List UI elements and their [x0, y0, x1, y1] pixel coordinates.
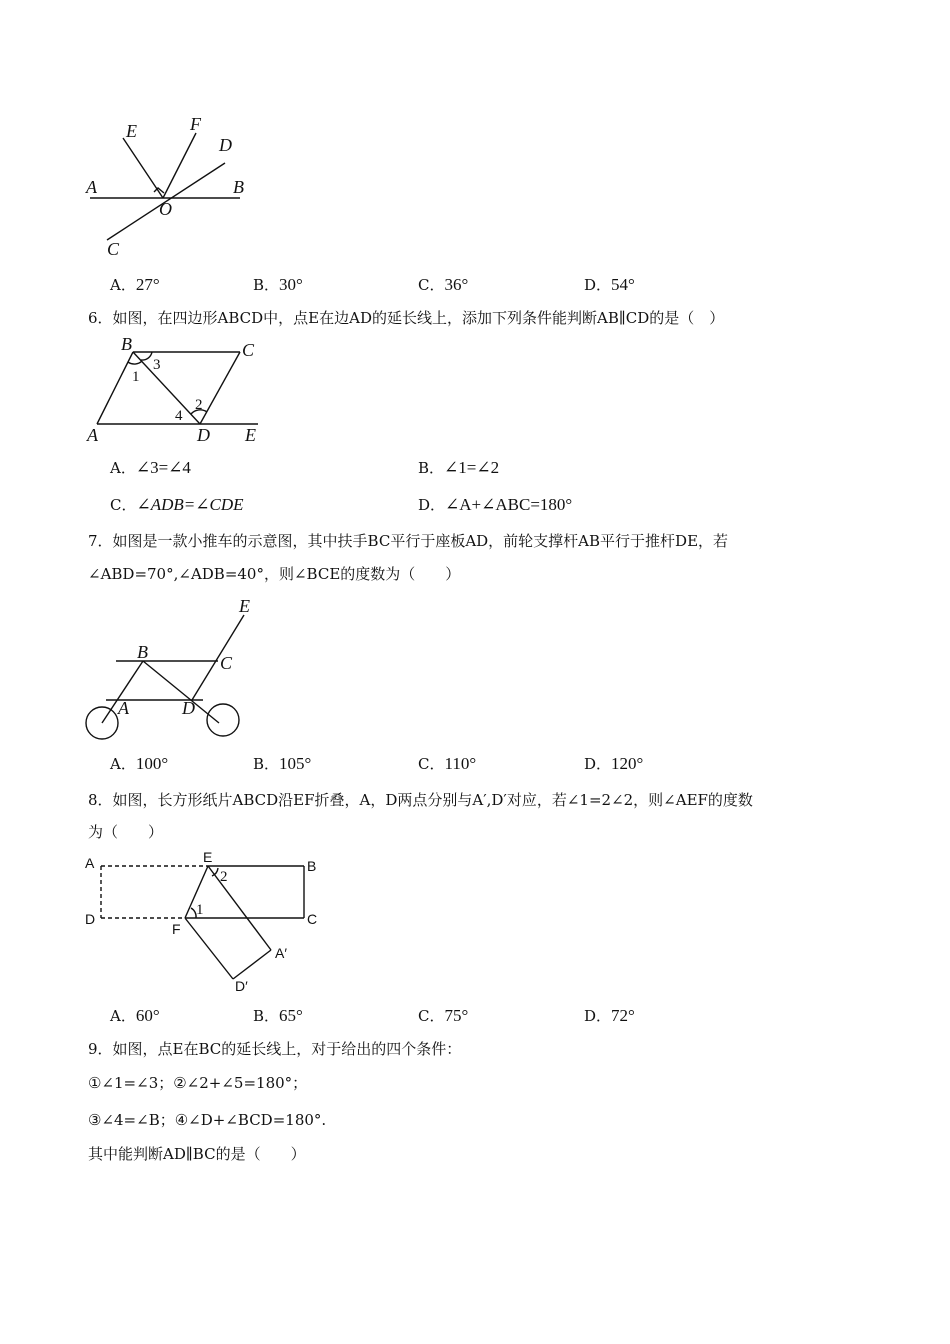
option-letter: D． [584, 276, 612, 294]
option-value: 65° [279, 1006, 303, 1025]
label-O: O [159, 199, 172, 219]
option-letter: B． [253, 755, 280, 773]
option-letter: B． [253, 276, 280, 294]
question-number: 6． [88, 309, 113, 327]
q7-option-d [584, 753, 643, 774]
label-E: E [126, 121, 137, 141]
option-letter: A． [110, 459, 136, 477]
label-B: B [137, 642, 148, 662]
option-value: ∠1=∠2 [444, 458, 500, 477]
angle-arc-1 [128, 361, 142, 364]
label-D: D [182, 698, 195, 718]
option-letter: B． [418, 459, 445, 477]
label-C: C [307, 911, 318, 927]
q8-option-c [418, 1005, 468, 1026]
question-text: 为（ ） [88, 823, 164, 841]
angle-label-2: 2 [220, 869, 228, 885]
option-value: 75° [444, 1006, 469, 1025]
side-CD [200, 352, 240, 424]
figure-q7 [80, 595, 260, 745]
figure-q8 [80, 845, 340, 1000]
q6-option-b [418, 457, 499, 478]
q9-stem [88, 1038, 461, 1059]
push-rod-DE [192, 615, 244, 700]
angle-label-1: 1 [132, 369, 140, 385]
conditions-text: ③∠4=∠B；④∠D+∠BCD=180°. [88, 1111, 327, 1129]
option-value: 110° [444, 754, 477, 773]
edge-A-prime-D-prime [233, 950, 271, 979]
angle-label-3: 3 [153, 357, 161, 373]
question-number: 8． [88, 791, 113, 809]
option-letter: D． [584, 1007, 612, 1025]
angle-arc-3 [141, 352, 152, 360]
q6-option-c [110, 494, 244, 515]
label-F: F [190, 114, 201, 134]
q8-option-b [253, 1005, 303, 1026]
label-A: A [118, 698, 129, 718]
q7-stem-line2 [88, 563, 460, 584]
q8-option-d [584, 1005, 635, 1026]
question-text: ∠ABD=70°,∠ADB=40°，则∠BCE的度数为（ ） [88, 565, 461, 583]
option-letter: C． [418, 755, 445, 773]
option-value: ∠A+∠ABC=180° [445, 495, 573, 514]
label-A: A [87, 425, 98, 445]
label-F: F [172, 921, 181, 937]
label-B: B [233, 177, 244, 197]
option-value: 27° [135, 275, 160, 294]
q8-stem-line2 [88, 821, 163, 842]
label-E: E [245, 425, 256, 445]
option-value: 100° [135, 754, 169, 773]
label-A-prime: A′ [275, 945, 287, 961]
question-number: 9． [88, 1040, 113, 1058]
option-letter: D． [418, 496, 446, 514]
q6-stem [88, 307, 724, 328]
angle-label-4: 4 [175, 408, 183, 424]
option-value: ∠ADB=∠CDE [136, 495, 244, 514]
option-value: ∠3=∠4 [135, 458, 191, 477]
label-D: D [219, 135, 232, 155]
q9-question [88, 1143, 306, 1164]
q7-option-c [418, 753, 476, 774]
label-E: E [239, 596, 250, 616]
option-value: 54° [611, 275, 635, 294]
option-letter: C． [110, 496, 137, 514]
q5-option-a [110, 274, 160, 295]
side-AB [97, 352, 133, 424]
q8-option-a [110, 1005, 160, 1026]
question-text: 如图是一款小推车的示意图，其中扶手BC平行于座板AD，前轮支撑杆AB平行于推杆DE，若 [112, 532, 729, 550]
figure-q5 [80, 110, 260, 270]
conditions-text: ①∠1=∠3；②∠2+∠5=180°； [88, 1074, 308, 1092]
angle-label-1: 1 [196, 902, 204, 918]
label-D: D [85, 911, 96, 927]
diagonal-BD [133, 352, 200, 424]
option-value: 105° [279, 754, 312, 773]
label-D-prime: D′ [235, 978, 248, 994]
q9-conditions-line1 [88, 1072, 307, 1093]
option-letter: A． [110, 276, 136, 294]
option-letter: A． [110, 755, 136, 773]
question-text: 如图，长方形纸片ABCD沿EF折叠，A，D两点分别与A′,D′对应，若∠1=2∠2，则∠AEF的度数 [112, 791, 753, 809]
edge-EA-prime [208, 866, 271, 950]
option-letter: D． [584, 755, 612, 773]
q7-stem-line1 [88, 530, 728, 551]
label-A: A [86, 177, 97, 197]
option-letter: C． [418, 276, 445, 294]
q6-option-a [110, 457, 191, 478]
edge-D-prime-F [185, 918, 233, 979]
q6-option-d [418, 494, 572, 515]
option-value: 72° [611, 1006, 635, 1025]
q5-option-b [253, 274, 303, 295]
q8-stem-line1 [88, 789, 753, 810]
label-C: C [242, 340, 255, 360]
option-letter: A． [110, 1007, 136, 1025]
q5-option-d [584, 274, 635, 295]
label-D: D [197, 425, 210, 445]
ray-OF [163, 133, 196, 198]
question-text: 其中能判断AD∥BC的是（ ） [88, 1145, 306, 1163]
label-A: A [85, 855, 95, 871]
label-B: B [121, 335, 132, 354]
label-C: C [220, 653, 233, 673]
option-value: 120° [611, 754, 644, 773]
label-C: C [107, 239, 120, 259]
q5-option-c [418, 274, 468, 295]
figure-q6 [85, 335, 270, 445]
option-value: 30° [279, 275, 303, 294]
q9-conditions-line2 [88, 1109, 326, 1130]
question-text: 如图，在四边形ABCD中，点E在边AD的延长线上，添加下列条件能判断AB∥CD的是（ ） [112, 309, 725, 327]
option-letter: B． [253, 1007, 280, 1025]
label-B: B [307, 858, 317, 874]
question-text: 如图，点E在BC的延长线上，对于给出的四个条件： [112, 1040, 462, 1058]
q7-option-a [110, 753, 168, 774]
front-wheel [207, 704, 239, 736]
option-value: 60° [135, 1006, 160, 1025]
option-value: 36° [444, 275, 469, 294]
label-E: E [203, 849, 213, 865]
option-letter: C． [418, 1007, 445, 1025]
q7-option-b [253, 753, 311, 774]
question-number: 7． [88, 532, 113, 550]
angle-label-2: 2 [195, 397, 203, 413]
